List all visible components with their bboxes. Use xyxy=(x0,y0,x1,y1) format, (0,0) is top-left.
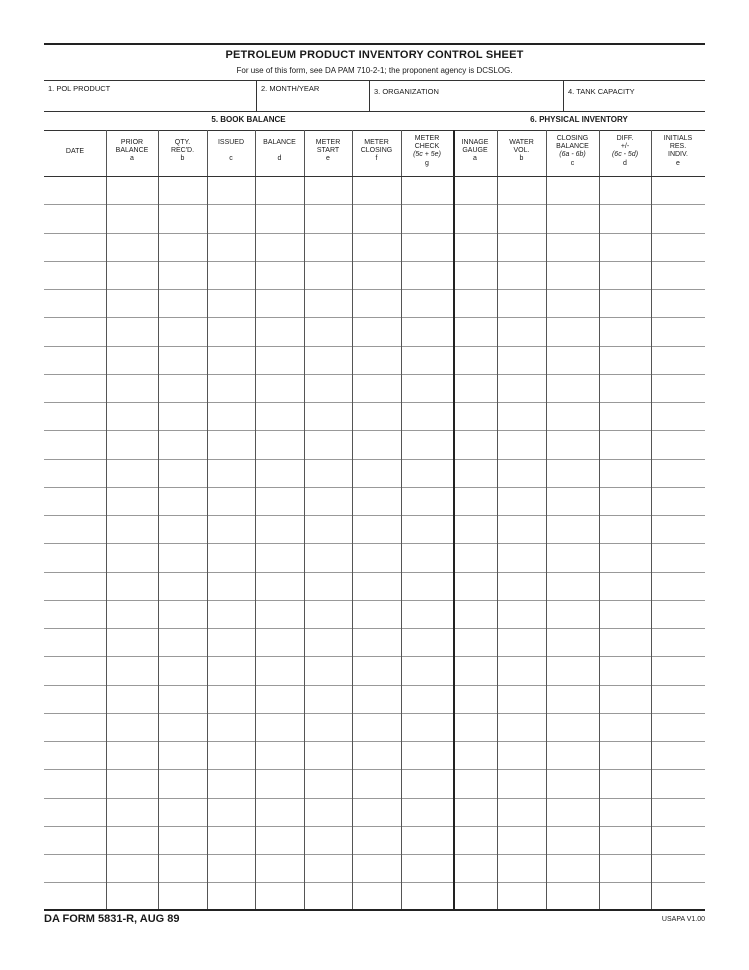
form-subtitle: For use of this form, see DA PAM 710-2-1; the proponent agency is DCSLOG. xyxy=(236,66,513,75)
column-divider xyxy=(651,130,652,909)
col-balance-l2 xyxy=(255,147,304,155)
pol-product-field[interactable] xyxy=(44,81,256,111)
row-rule xyxy=(44,204,705,205)
col-date-header xyxy=(44,130,106,176)
col-meter-check-header xyxy=(401,130,453,176)
month-year-label: 2. MONTH/YEAR xyxy=(261,84,320,93)
col-innage-gauge-letter: a xyxy=(473,155,477,163)
col-meter-start-l1: METER xyxy=(315,139,341,146)
column-divider xyxy=(546,130,547,909)
col-prior-balance-letter: a xyxy=(130,155,134,163)
form-version: USAPA V1.00 xyxy=(661,916,705,923)
col-prior-balance-l2: BALANCE xyxy=(115,147,149,155)
row-rule xyxy=(44,656,705,657)
col-innage-gauge-header xyxy=(453,130,497,176)
col-initials-l1: INITIALS xyxy=(663,135,693,142)
col-diff-formula: (6c - 5d) xyxy=(611,151,639,159)
col-issued-l1: ISSUED xyxy=(217,139,245,146)
month-year-field[interactable] xyxy=(256,81,369,111)
column-divider xyxy=(158,130,159,909)
col-meter-start-l2: START xyxy=(316,147,340,155)
row-rule xyxy=(44,487,705,488)
col-closing-balance-letter: c xyxy=(570,159,575,167)
col-initials-l2: RES. xyxy=(669,143,687,151)
col-water-vol-l1: WATER xyxy=(509,139,534,146)
column-divider xyxy=(255,130,256,909)
entry-grid[interactable] xyxy=(44,176,705,910)
col-water-vol-letter: b xyxy=(519,155,524,163)
col-meter-check-l1: METER xyxy=(414,135,440,142)
col-meter-start-letter: e xyxy=(326,155,330,163)
organization-label: 3. ORGANIZATION xyxy=(374,87,439,96)
col-date-text: DATE xyxy=(65,148,85,155)
column-divider xyxy=(599,130,600,909)
column-divider xyxy=(401,130,402,909)
row-rule xyxy=(44,741,705,742)
column-divider xyxy=(207,130,208,909)
col-issued-l2 xyxy=(207,147,255,155)
col-diff-l1: DIFF. xyxy=(616,135,634,142)
col-meter-check-formula: (5c + 5e) xyxy=(413,151,441,159)
column-divider xyxy=(106,130,107,909)
col-meter-closing-letter: f xyxy=(375,155,378,163)
col-initials-l3: INDIV. xyxy=(668,151,688,159)
col-balance-header xyxy=(255,130,304,176)
col-water-vol-l2: VOL. xyxy=(513,147,530,155)
row-rule xyxy=(44,346,705,347)
col-meter-closing-header xyxy=(352,130,401,176)
pol-product-label: 1. POL PRODUCT xyxy=(48,84,111,93)
row-rule xyxy=(44,600,705,601)
row-rule xyxy=(44,882,705,883)
col-innage-gauge-l1: INNAGE xyxy=(461,139,489,146)
row-rule xyxy=(44,261,705,262)
col-meter-start-header xyxy=(304,130,352,176)
col-closing-balance-header xyxy=(546,130,599,176)
col-closing-balance-formula: (6a - 6b) xyxy=(559,151,586,159)
row-rule xyxy=(44,289,705,290)
col-qty-recd-l1: QTY. xyxy=(174,139,191,146)
tank-capacity-label: 4. TANK CAPACITY xyxy=(568,87,635,96)
col-water-vol-header xyxy=(497,130,546,176)
tank-capacity-field[interactable] xyxy=(563,81,705,111)
form-title: PETROLEUM PRODUCT INVENTORY CONTROL SHEET xyxy=(225,49,524,61)
column-header-rule xyxy=(44,176,705,177)
header-fields-row xyxy=(44,80,705,112)
col-qty-recd-letter: b xyxy=(180,155,185,163)
book-balance-section-title: 5. BOOK BALANCE xyxy=(211,115,286,124)
col-initials-header xyxy=(651,130,705,176)
physical-inventory-section-title: 6. PHYSICAL INVENTORY xyxy=(530,115,628,124)
organization-field[interactable] xyxy=(369,81,563,111)
col-closing-balance-l2: BALANCE xyxy=(556,143,589,151)
col-diff-l2: +/- xyxy=(620,143,630,151)
row-rule xyxy=(44,769,705,770)
form-number: DA FORM 5831-R, AUG 89 xyxy=(44,913,180,925)
row-rule xyxy=(44,374,705,375)
col-issued-letter: c xyxy=(229,155,233,163)
row-rule xyxy=(44,628,705,629)
col-closing-balance-l1: CLOSING xyxy=(556,135,589,142)
row-rule xyxy=(44,685,705,686)
row-rule xyxy=(44,543,705,544)
col-qty-recd-header xyxy=(158,130,207,176)
column-divider xyxy=(304,130,305,909)
row-rule xyxy=(44,430,705,431)
row-rule xyxy=(44,798,705,799)
column-divider xyxy=(453,130,455,909)
top-rule xyxy=(44,43,705,45)
col-balance-letter: d xyxy=(277,155,282,163)
row-rule xyxy=(44,826,705,827)
col-balance-l1: BALANCE xyxy=(263,139,296,146)
col-meter-check-l2: CHECK xyxy=(414,143,440,151)
bottom-rule xyxy=(44,909,705,911)
col-innage-gauge-l2: GAUGE xyxy=(462,147,488,155)
col-meter-check-letter: g xyxy=(425,159,429,167)
row-rule xyxy=(44,572,705,573)
row-rule xyxy=(44,854,705,855)
col-issued-header xyxy=(207,130,255,176)
section-headers-row xyxy=(44,110,705,131)
row-rule xyxy=(44,515,705,516)
col-diff-letter: d xyxy=(623,159,627,167)
col-diff-header xyxy=(599,130,651,176)
column-divider xyxy=(497,130,498,909)
col-initials-letter: e xyxy=(676,159,680,167)
col-meter-closing-l1: METER xyxy=(364,139,389,146)
col-prior-balance-header xyxy=(106,130,158,176)
column-divider xyxy=(352,130,353,909)
row-rule xyxy=(44,402,705,403)
col-prior-balance-l1: PRIOR xyxy=(120,139,144,146)
row-rule xyxy=(44,317,705,318)
row-rule xyxy=(44,233,705,234)
col-meter-closing-l2: CLOSING xyxy=(360,147,393,155)
row-rule xyxy=(44,713,705,714)
col-qty-recd-l2: REC'D. xyxy=(170,147,195,155)
row-rule xyxy=(44,459,705,460)
